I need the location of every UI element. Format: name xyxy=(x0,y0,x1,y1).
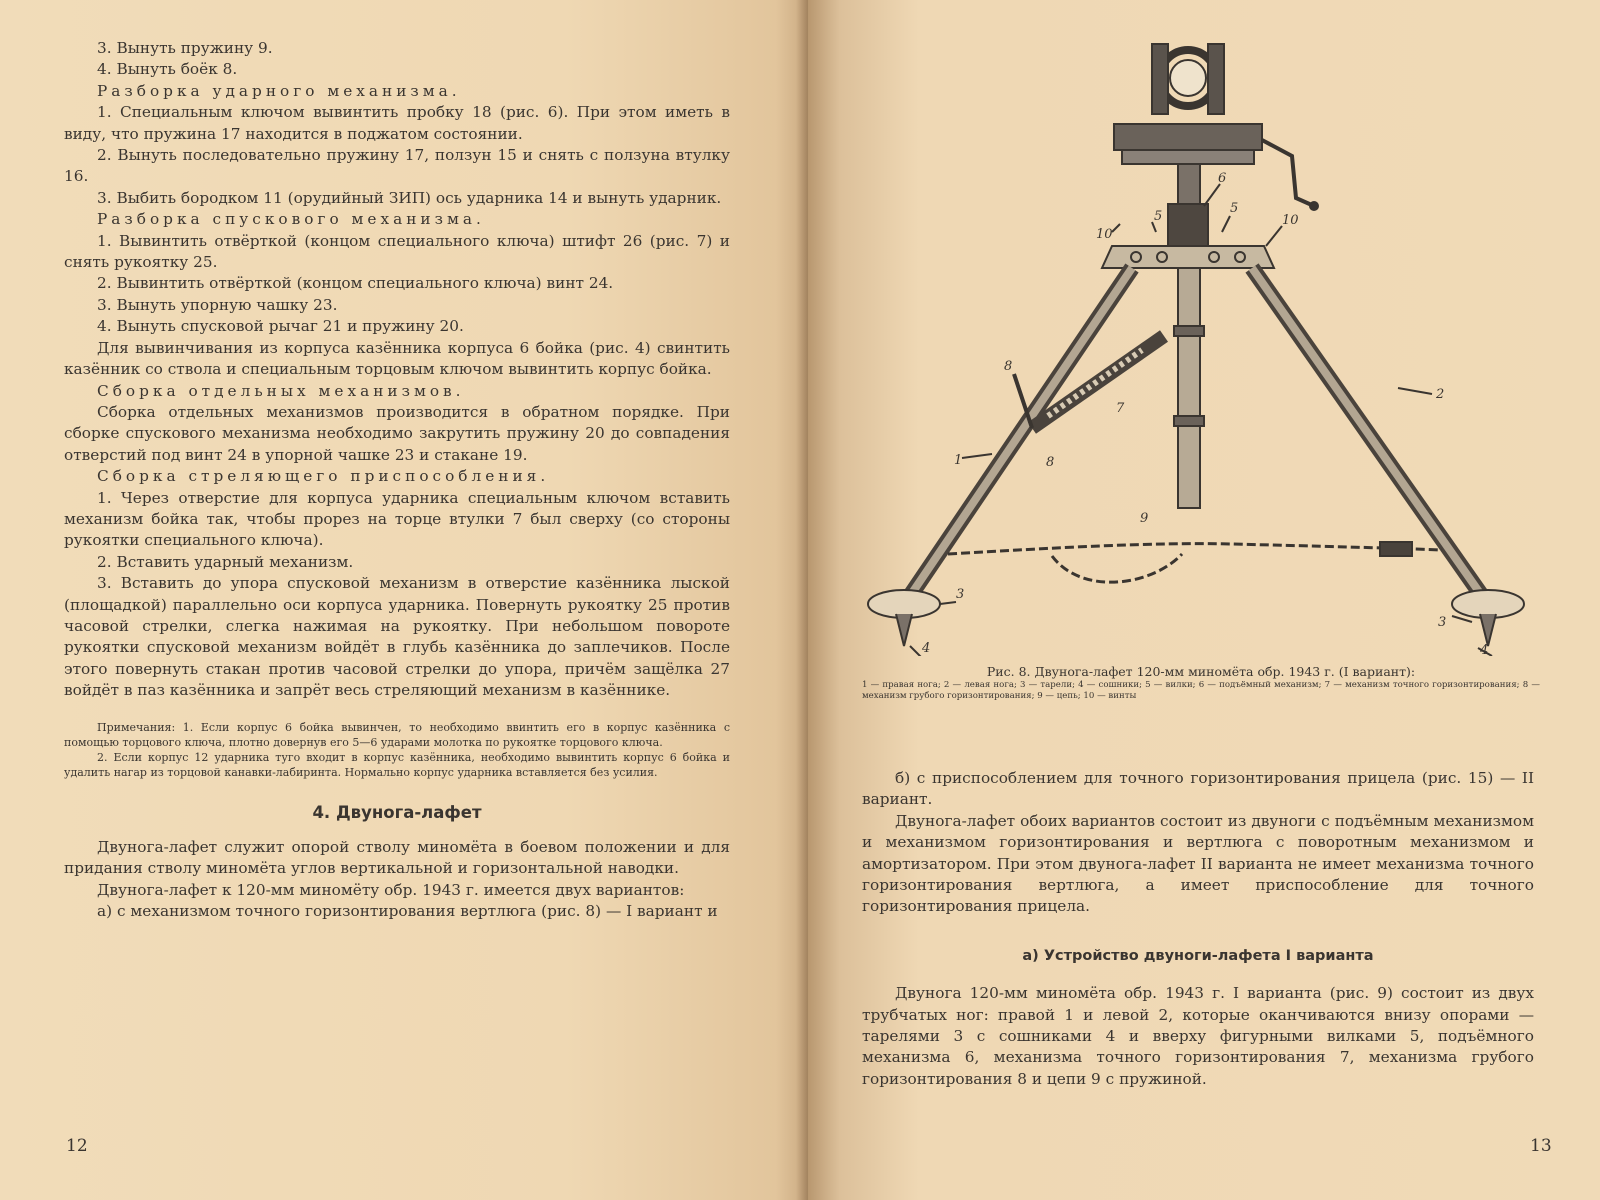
bipod-figure xyxy=(852,36,1572,656)
paragraph: 3. Вынуть упорную чашку 23. xyxy=(97,295,338,314)
paragraph: Двунога-лафет обоих вариантов состоит из двуноги с подъёмным механизмом и механизмом горизонтирования и вертлюга с поворотным механизмом и амортизатором. При этом двунога-лафет II варианта не имеет механизма точного горизонтирования вертлюга, а имеет приспособление для точного горизонтирования прицела. xyxy=(862,811,1534,916)
callout-8: 8 xyxy=(1046,455,1055,470)
section-heading: Сборка отдельных механизмов. xyxy=(97,381,465,400)
callout-8: 8 xyxy=(1004,359,1013,374)
callout-10: 10 xyxy=(1096,227,1113,242)
paragraph: б) с приспособлением для точного горизонтирования прицела (рис. 15) — II вариант. xyxy=(862,769,1534,809)
paragraph: 2. Вывинтить отвёрткой (концом специального ключа) винт 24. xyxy=(97,274,614,293)
left-text-column xyxy=(64,38,730,923)
paragraph: 3. Вставить до упора спусковой механизм в отверстие казённика лыской (площадкой) параллельно оси корпуса ударника. Повернуть рукоятку 25 против часовой стрелки, слегка нажимая на рукоятку. При небольшом повороте рукоятки спусковой механизм войдёт в глубь казённика до заплечиков. После этого повернуть стакан против часовой стрелки до упора, причём защёлка 27 войдёт в паз казённика и запрёт весь стреляющий механизм в казённике. xyxy=(64,574,730,700)
section-heading: Разборка спускового механизма. xyxy=(97,210,485,229)
callout-6: 6 xyxy=(1218,171,1227,186)
section-heading: Сборка стреляющего приспособления. xyxy=(97,467,550,486)
callout-1: 1 xyxy=(954,453,963,468)
figure-legend: 1 — правая нога; 2 — левая нога; 3 — тарели; 4 — сошники; 5 — вилки; 6 — подъёмный механизм; 7 — механизм точного горизонтирования; 8 — механизм грубого горизонтирования; 9 — цепь; 10 — винты xyxy=(862,680,1540,701)
paragraph: Двунога 120-мм миномёта обр. 1943 г. I варианта (рис. 9) состоит из двух трубчатых ног: правой 1 и левой 2, которые оканчиваются внизу опорами — тарелями 3 с сошниками 4 и вверху фигурными вилками 5, подъёмного механизма 6, механизма точного горизонтирования 7, механизма грубого горизонтирования 8 и цепи 9 с пружиной. xyxy=(862,984,1534,1088)
callout-7: 7 xyxy=(1116,401,1125,416)
callout-3: 3 xyxy=(1438,615,1447,630)
figure-caption-block xyxy=(862,664,1540,702)
note: 2. Если корпус 12 ударника туго входит в корпус казённика, необходимо вывинтить корпус 6 бойка и удалить нагар из торцовой канавки-лабиринта. Нормально корпус ударника вставляется без усилия. xyxy=(64,750,730,779)
elevating-column xyxy=(1178,164,1200,206)
callout-5: 5 xyxy=(1154,209,1163,224)
right-base-plate xyxy=(1452,590,1524,618)
subsection-title: а) Устройство двуноги-лафета I варианта xyxy=(1022,947,1374,964)
chain xyxy=(948,544,1442,554)
page-number: 12 xyxy=(66,1136,88,1156)
left-base-plate xyxy=(868,590,940,618)
callout-3: 3 xyxy=(956,587,965,602)
paragraph: 3. Вынуть пружину 9. xyxy=(97,39,273,57)
paragraph: Двунога-лафет к 120-мм миномёту обр. 1943 г. имеется двух вариантов: xyxy=(97,880,685,899)
paragraph: 4. Вынуть боёк 8. xyxy=(97,60,238,79)
right-page xyxy=(808,0,1600,1200)
right-text-column xyxy=(862,768,1534,1090)
paragraph: 4. Вынуть спусковой рычаг 21 и пружину 20. xyxy=(97,317,464,336)
paragraph: 1. Специальным ключом вывинтить пробку 18 (рис. 6). При этом иметь в виду, что пружина 17 находится в поджатом состоянии. xyxy=(64,103,730,143)
paragraph: 3. Выбить бородком 11 (орудийный ЗИП) ось ударника 14 и вынуть ударник. xyxy=(97,188,722,207)
paragraph: 1. Через отверстие для корпуса ударника специальным ключом вставить механизм бойка так, чтобы прорез на торце втулки 7 был сверху (со стороны рукоятки специального ключа). xyxy=(64,488,730,550)
callout-4: 4 xyxy=(1480,643,1489,656)
page-number: 13 xyxy=(1530,1136,1552,1156)
paragraph: а) с механизмом точного горизонтирования вертлюга (рис. 8) — I вариант и xyxy=(97,902,718,921)
paragraph: 2. Вынуть последовательно пружину 17, ползун 15 и снять с ползуна втулку 16. xyxy=(64,146,730,186)
callout-2: 2 xyxy=(1436,387,1445,402)
section-title: 4. Двунога-лафет xyxy=(312,802,482,822)
section-heading: Разборка ударного механизма. xyxy=(97,81,461,100)
figure-caption: Рис. 8. Двунога-лафет 120-мм миномёта обр. 1943 г. (I вариант): xyxy=(986,664,1416,679)
traverse-housing xyxy=(1114,124,1262,150)
yoke-plate xyxy=(1102,246,1274,268)
paragraph: Двунога-лафет служит опорой стволу миномёта в боевом положении и для придания стволу миномёта углов вертикальной и горизонтальной наводки. xyxy=(64,838,730,878)
note: Примечания: 1. Если корпус 6 бойка вывинчен, то необходимо ввинтить его в корпус казённика с помощью торцового ключа, плотно довернув его 5—6 ударами молотка по рукоятке торцового ключа. xyxy=(64,720,730,749)
paragraph: 1. Вывинтить отвёрткой (концом специального ключа) штифт 26 (рис. 7) и снять рукоятку 25. xyxy=(64,231,730,272)
callout-5: 5 xyxy=(1230,201,1239,216)
crank-handle xyxy=(1262,140,1314,206)
callout-10: 10 xyxy=(1282,213,1299,228)
paragraph: Для вывинчивания из корпуса казённика корпуса 6 бойка (рис. 4) свинтить казённик со ствола и специальным торцовым ключом вывинтить корпус бойка. xyxy=(64,338,730,379)
callout-4: 4 xyxy=(922,641,931,656)
paragraph: Сборка отдельных механизмов производится в обратном порядке. При сборке спускового механизма необходимо закрутить пружину 20 до совпадения отверстий под винт 24 в упорной чашке 23 и стакане 19. xyxy=(64,402,730,464)
central-tube xyxy=(1178,268,1200,508)
callout-9: 9 xyxy=(1140,511,1149,526)
paragraph: 2. Вставить ударный механизм. xyxy=(97,552,354,571)
